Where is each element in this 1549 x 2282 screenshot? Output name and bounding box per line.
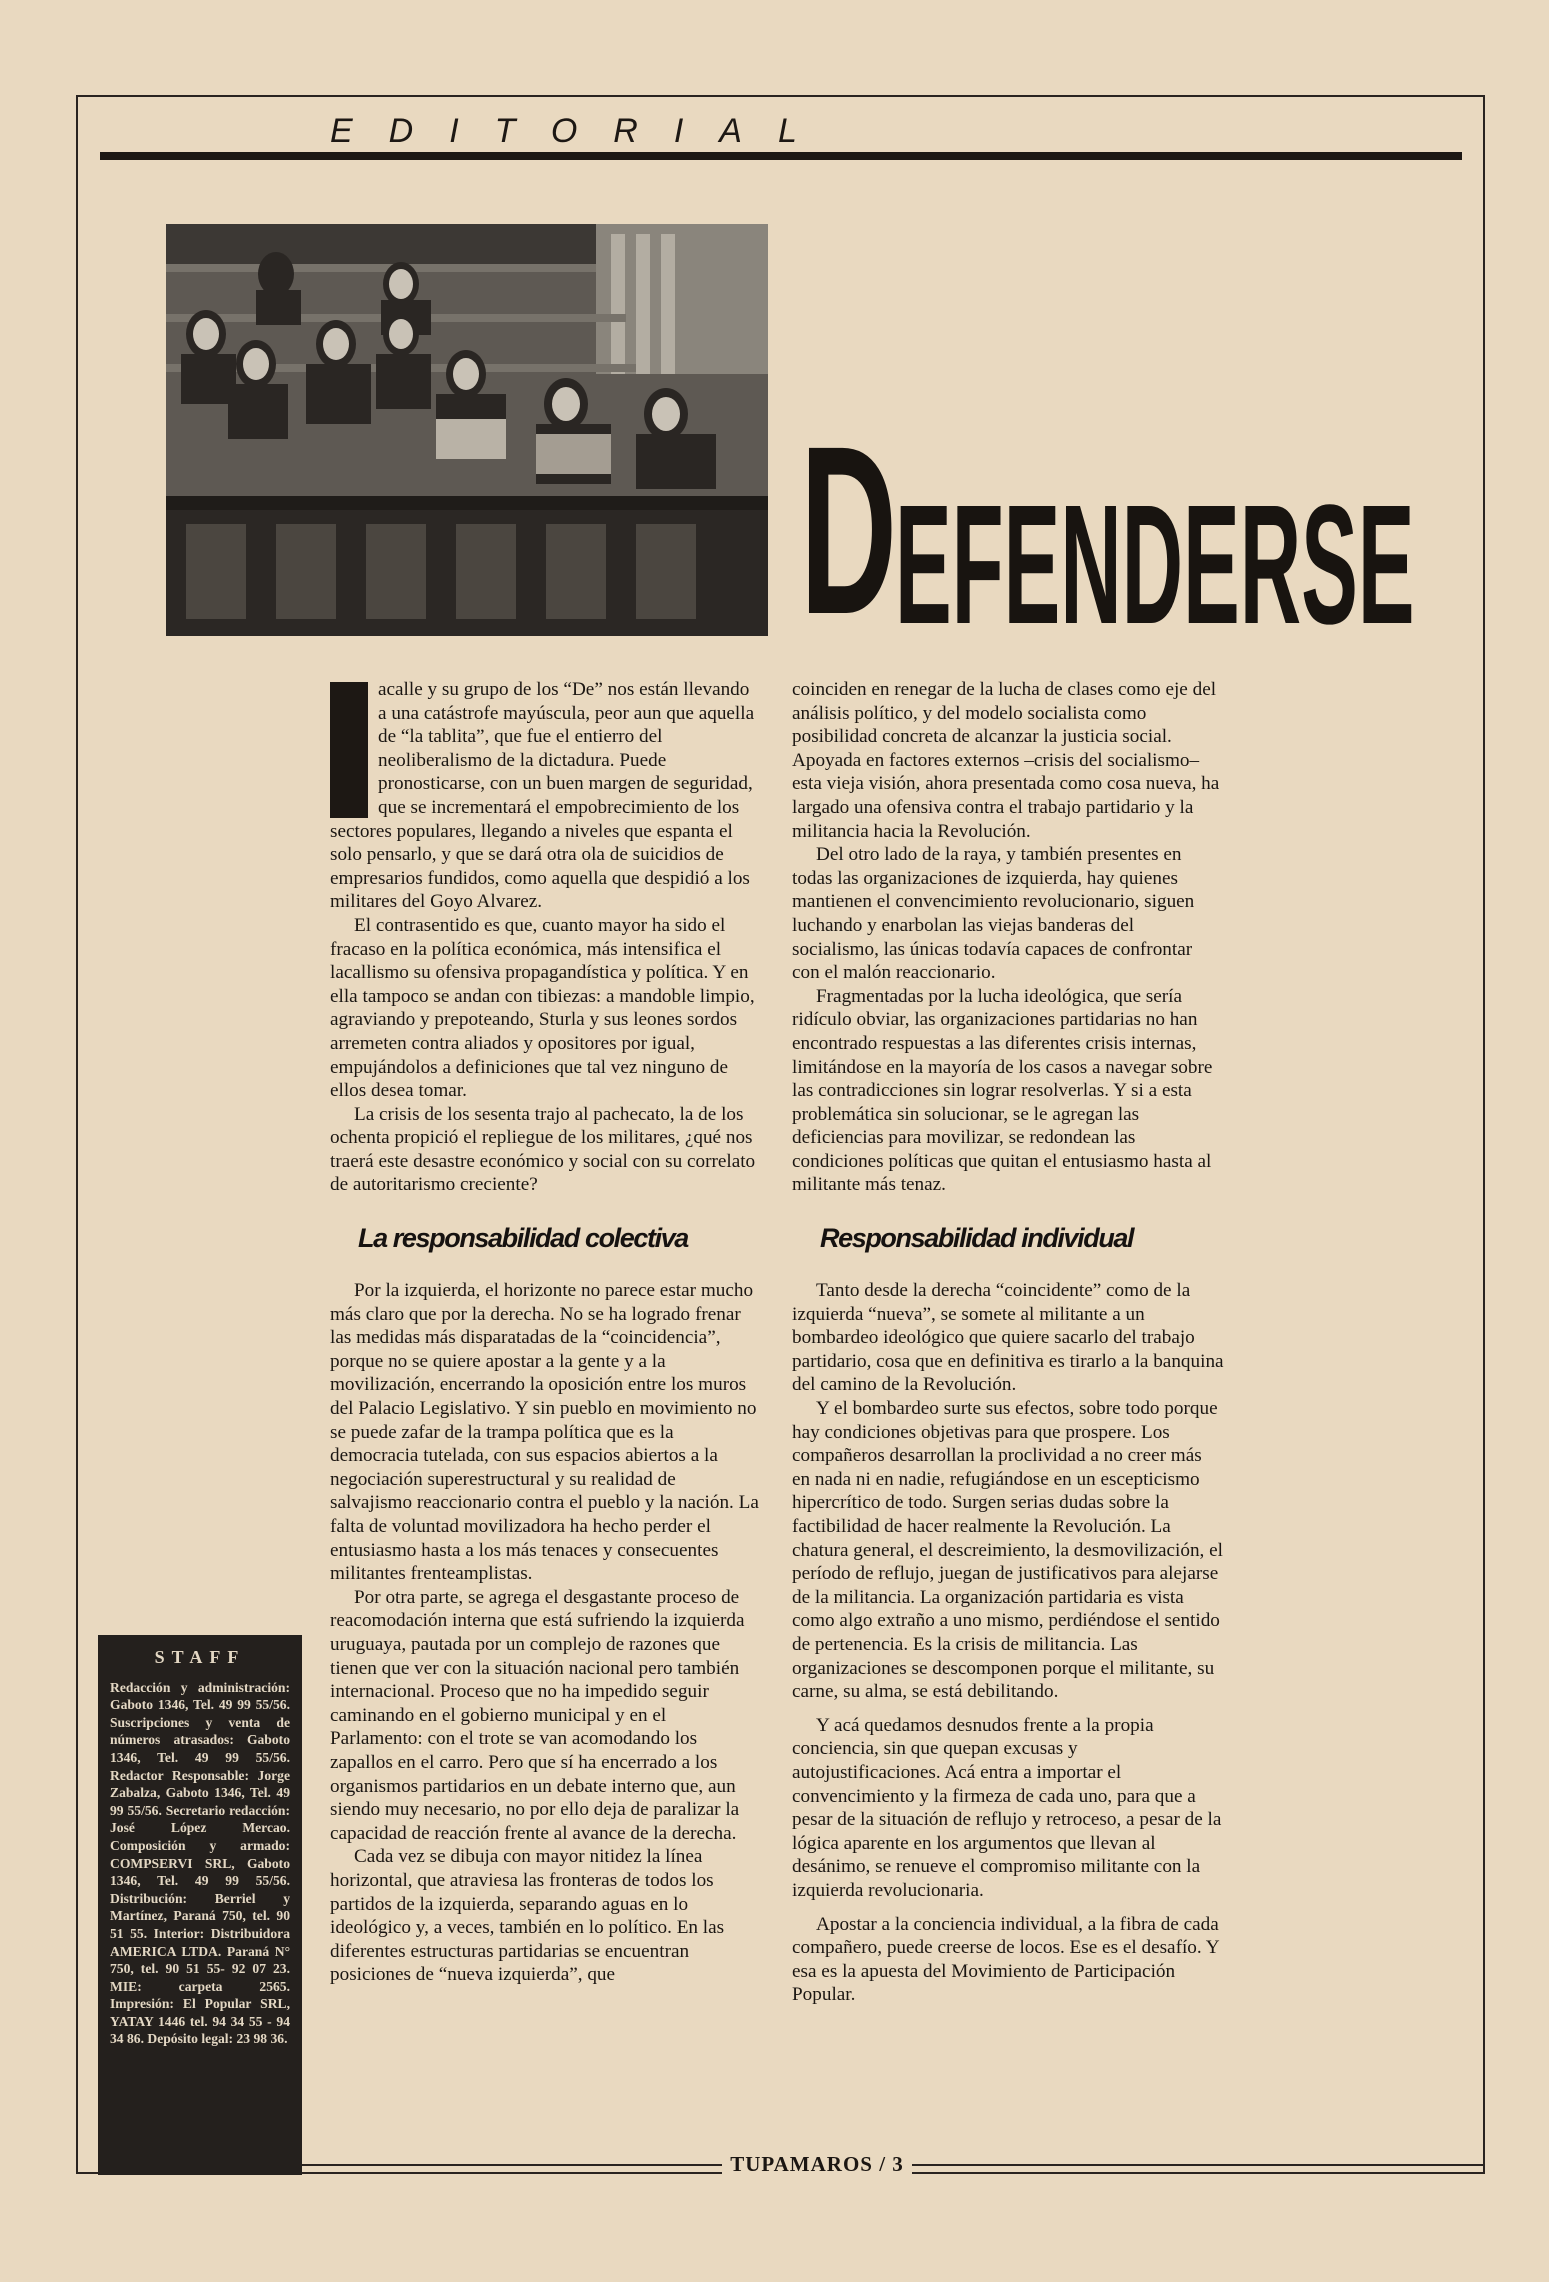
- staff-box: [98, 1635, 302, 2175]
- staff-title: STAFF: [154, 1647, 246, 1667]
- article-paragraph: coinciden en renegar de la lucha de clases como eje del análisis político, y del modelo socialista como posibilidad concreta de alcanzar la justicia social. Apoyada en factores externos –crisis del socialismo– esta vieja visión, ahora presentada como cosa nueva, ha largado una ofensiva contra el trabajo partidario y la militancia hacia la Revolución.: [792, 679, 1220, 842]
- article-paragraph: Apostar a la conciencia individual, a la fibra de cada compañero, puede creerse de locos. Ese es el desafío. Y esa es la apuesta del Movimiento de Participación Popular.: [792, 1913, 1219, 2006]
- photo-image: [166, 224, 768, 636]
- page-footer: [76, 2152, 1483, 2176]
- photo-parliament-gallery: [166, 224, 768, 636]
- article-column-right: [792, 678, 1224, 2007]
- article-paragraph: Fragmentadas por la lucha ideológica, que sería ridículo obviar, las organizaciones partidarias no han encontrado respuestas a las diferentes crisis internas, limitándose en la mayoría de los casos a navegar sobre las contradicciones sin lograr resolverlas. Y si a esta problemática sin solucionar, se le agregan las deficiencias para movilizar, se redondean las condiciones políticas que quitan el entusiasmo hasta al militante más tenaz.: [792, 985, 1213, 1196]
- headline: [800, 395, 1440, 664]
- article-paragraph: Tanto desde la derecha “coincidente” como de la izquierda “nueva”, se somete al militante a un bombardeo ideológico que quiere sacarlo del trabajo partidario, cosa que en definitiva es tirarlo a la banquina del camino de la Revolución.: [792, 1280, 1224, 1396]
- article-paragraph: Del otro lado de la raya, y también presentes en todas las organizaciones de izquierda, hay quienes mantienen el convencimiento revolucionario, siguen luchando y enarbolan las viejas banderas del socialismo, las únicas todavía capaces de confrontar con el malón reaccionario.: [792, 844, 1195, 984]
- header-rule: [100, 152, 1462, 160]
- article-paragraph: La crisis de los sesenta trajo al pachecato, la de los ochenta propició el repliegue de los militares, ¿qué nos traerá este desastre económico y social con su correlato de autoritarismo creciente?: [330, 1103, 756, 1196]
- staff-credits: Redacción y administración: Gaboto 1346, Tel. 49 99 55/56. Suscripciones y venta de números atrasados: Gaboto 1346, Tel. 49 99 55/56. Redactor Responsable: Jorge Zabalza, Gaboto 1346, Tel. 49 99 55/56. Secretario redacción: José López Mercao. Composición y armado: COMPSERVI SRL, Gaboto 1346, Tel. 49 99 55/56. Distribución: Berriel y Martínez, Paraná 750, tel. 90 51 55. Interior: Distribuidora AMERICA LTDA. Paraná N° 750, tel. 90 51 55- 92 07 23. MIE: carpeta 2565. Impresión: El Popular SRL, YATAY 1446 tel. 94 34 55 - 94 34 86. Depósito legal: 23 98 36.: [110, 1679, 290, 2047]
- article-paragraph: Cada vez se dibuja con mayor nitidez la línea horizontal, que atraviesa las fronteras de todos los partidos de la izquierda, separando aguas en lo ideológico y, a veces, también en lo político. En las diferentes estructuras partidarias se encuentran posiciones de “nueva izquierda”, que: [330, 1846, 725, 1986]
- article-paragraph: Por la izquierda, el horizonte no parece estar mucho más claro que por la derecha. No se ha logrado frenar las medidas más disparatadas de la “coincidencia”, porque no se quiere apostar a la gente y a la movilización, encerrando la oposición entre los muros del Palacio Legislativo. Y sin pueblo en movimiento no se puede zafar de la trampa política que es la democracia tutelada, con sus espacios abiertos a la negociación superestructural y su realidad de salvajismo reaccionario contra el pueblo y la nación. La falta de voluntad movilizadora ha hecho perder el entusiasmo hasta a los más tenaces y consecuentes militantes frenteamplistas.: [330, 1280, 759, 1585]
- page-folio: TUPAMAROS / 3: [676, 2152, 958, 2177]
- footer-rule-right: [888, 2164, 1483, 2166]
- headline-cap: D: [800, 396, 898, 664]
- article-paragraph: Por otra parte, se agrega el desgastante proceso de reacomodación interna que está sufriendo la izquierda uruguaya, pautada por un complejo de razones que tienen que ver con la situación nacional pero también internacional. Proceso que no ha impedido seguir caminando en el gobierno municipal y en el Parlamento: con el trote se van acomodando los zapallos en el carro. Pero que sí ha encerrado a los organismos partidarios en un debate interno que, aun siendo muy necesario, no por ello deja de paralizar la capacidad de reacción frente al avance de la derecha.: [330, 1586, 745, 1844]
- dropcap: [330, 682, 368, 818]
- article-paragraph: El contrasentido es que, cuanto mayor ha sido el fracaso en la política económica, más intensifica el lacallismo su ofensiva propagandística y política. Y en ella tampoco se andan con tibiezas: a mandoble limpio, agraviando y prepoteando, Sturla y sus leones sordos arremeten contra aliados y opositores por igual, empujándolos a definiciones que tal vez ninguno de ellos desea tomar.: [330, 914, 755, 1102]
- article-paragraph: Y acá quedamos desnudos frente a la propia conciencia, sin que quepan excusas y autojustificaciones. Acá entra a importar el convencimiento y la firmeza de cada uno, para que a pesar de la situación de reflujo y retroceso, a pesar de la lógica aparente en los argumentos que llevan al desánimo, se renueve el compromiso militante con la izquierda revolucionaria.: [792, 1714, 1222, 1901]
- article-column-left: [330, 678, 762, 1987]
- subheading: Responsabilidad individual: [820, 1223, 1134, 1254]
- section-label: EDITORIAL: [330, 112, 833, 150]
- headline-rest: EFENDERSE: [895, 470, 1415, 660]
- article-paragraph: acalle y su grupo de los “De” nos están llevando a una catástrofe mayúscula, peor aun que aquella de “la tablita”, que fue el entierro del neoliberalismo de la dictadura. Puede pronosticarse, con un buen margen de seguridad, que se incrementará el empobrecimiento de los sectores populares, llegando a niveles que espanta el solo pensarlo, y que se dará otra ola de suicidios de empresarios fundidos, como aquella que despidió a los militares del Goyo Alvarez.: [330, 679, 755, 913]
- article-paragraph: Y el bombardeo surte sus efectos, sobre todo porque hay condiciones objetivas para que prospere. Los compañeros desarrollan la proclividad a no creer más en nada ni en nadie, refugiándose en un escepticismo hipercrítico de todo. Surgen serias dudas sobre la factibilidad de hacer realmente la Revolución. La chatura general, el descreimiento, la desmovilización, el período de reflujo, juegan de justificativos para alejarse de la militancia. La organización partidaria es vista como algo extraño a uno mismo, perdiéndose el sentido de pertenencia. Es la crisis de militancia. Las organizaciones se descomponen porque el militante, su carne, su alma, se está debilitando.: [792, 1398, 1223, 1703]
- subheading: La responsabilidad colectiva: [358, 1223, 688, 1254]
